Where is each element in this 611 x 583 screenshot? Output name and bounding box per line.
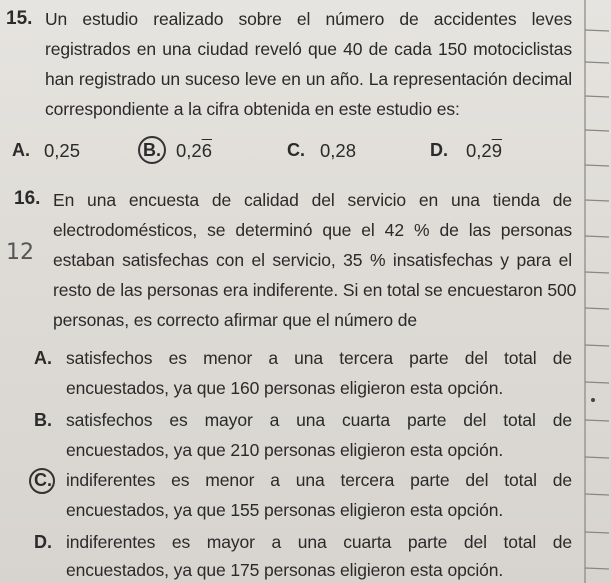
q16-option-d-line1[interactable]: indiferentes es mayor a una cuarta parte del total de	[66, 532, 572, 552]
q15-option-d-repeat: 9	[491, 140, 503, 161]
q15-line-4: correspondiente a la cifra obtenida en este estudio es:	[45, 99, 460, 119]
q16-line-1: En una encuesta de calidad del servicio en una tienda de	[53, 190, 572, 210]
q15-option-a-value[interactable]: 0,25	[44, 140, 81, 161]
notebook-edge-lines	[583, 0, 611, 583]
q16-option-a-line1[interactable]: satisfechos es menor a una tercera parte del total de	[66, 348, 572, 368]
q16-option-b-line2: encuestados, ya que 210 personas eligieron esta opción.	[66, 440, 504, 460]
q16-option-c-line1[interactable]: indiferentes es menor a una tercera parte del total de	[66, 470, 572, 490]
q16-option-a-line2: encuestados, ya que 160 personas eligieron esta opción.	[66, 378, 504, 398]
q16-option-c-line2: encuestados, ya que 155 personas eligieron esta opción.	[66, 500, 504, 520]
q16-option-d-letter: D.	[34, 532, 52, 552]
q16-line-4: resto de las personas era indiferente. Si en total se encuestaron 500	[53, 280, 577, 300]
q15-option-c-letter: C.	[287, 140, 305, 160]
q15-option-b-letter: B.	[143, 140, 161, 160]
q15-option-a-letter: A.	[12, 140, 30, 160]
q16-line-3: estaban satisfechas con el servicio, 35 % insatisfechas y para el	[53, 250, 572, 270]
q15-option-d-letter: D.	[430, 140, 448, 160]
q16-line-2: electrodomésticos, se determinó que el 42 % de las personas	[53, 220, 572, 240]
q15-option-b-repeat: 6	[201, 140, 213, 161]
margin-handwritten-mark: 12	[6, 240, 34, 265]
q15-line-1: Un estudio realizado sobre el número de accidentes leves	[45, 9, 572, 29]
q16-line-5: personas, es correcto afirmar que el número de	[53, 310, 418, 330]
q16-option-d-line2: encuestados, ya que 175 personas eligieron esta opción.	[66, 560, 504, 580]
question-16-number: 16.	[14, 188, 41, 209]
q15-option-b-nonrepeat: 0,2	[176, 140, 202, 161]
q16-option-a-letter: A.	[34, 348, 52, 368]
q15-option-c-value[interactable]: 0,28	[320, 140, 357, 161]
q16-option-b-letter: B.	[34, 410, 52, 430]
q15-line-2: registrados en una ciudad reveló que 40 de cada 150 motociclistas	[45, 39, 572, 59]
question-15-number: 15.	[6, 8, 33, 29]
q15-option-b-value[interactable]	[176, 140, 212, 162]
q15-option-d-nonrepeat: 0,2	[466, 140, 492, 161]
q16-option-c-letter: C.	[34, 470, 52, 490]
q16-option-b-line1[interactable]: satisfechos es mayor a una cuarta parte del total de	[66, 410, 572, 430]
q15-line-3: han registrado un suceso leve en un año. La representación decimal	[45, 69, 572, 89]
q15-option-d-value[interactable]	[466, 140, 502, 162]
